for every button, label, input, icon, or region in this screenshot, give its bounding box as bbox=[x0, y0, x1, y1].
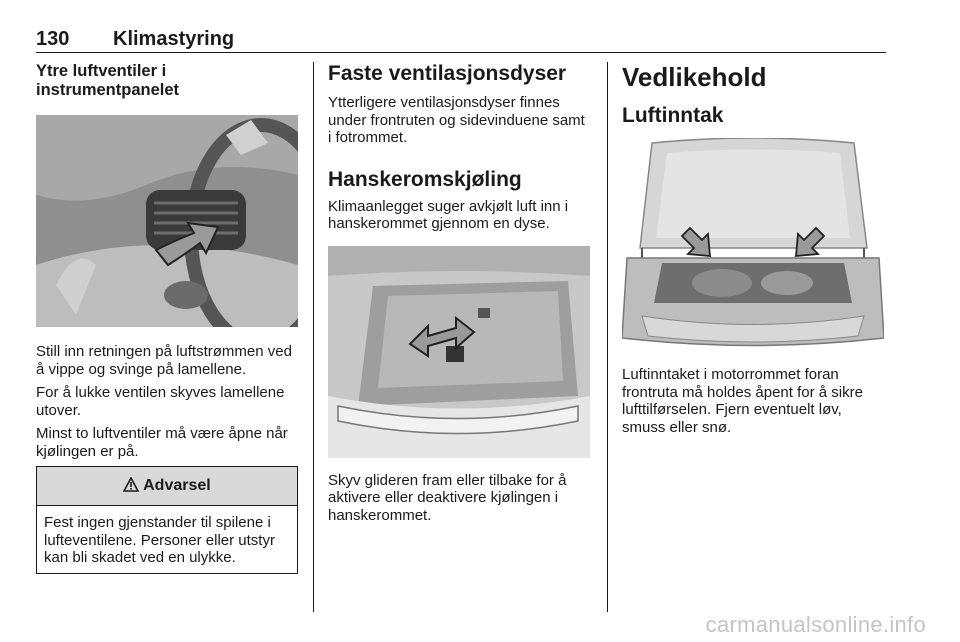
warning-title: Advarsel bbox=[143, 477, 211, 494]
page-number: 130 bbox=[36, 28, 70, 50]
running-title: Klimastyring bbox=[113, 28, 235, 50]
column-divider bbox=[607, 62, 608, 612]
glovebox-illustration bbox=[328, 246, 590, 458]
column-2 bbox=[328, 62, 592, 524]
section-heading-air-intake: Luftinntak bbox=[622, 104, 724, 127]
paragraph: Still inn retningen på luftstrømmen ved å vippe og svinge på lamellene. bbox=[36, 343, 292, 378]
air-vent-illustration bbox=[36, 115, 298, 327]
paragraph: Minst to luftventiler må være åpne når kjølingen er på. bbox=[36, 425, 288, 460]
warning-box bbox=[36, 466, 298, 574]
figure-caption: Luftinntaket i motorrommet foran frontruta må holdes åpent for å sikre lufttilførselen. Fjern eventuelt løv, smuss eller snø. bbox=[622, 366, 863, 436]
warning-text: Fest ingen gjenstander til spilene i lufteventilene. Personer eller utstyr kan bli skadet ved en ulykke. bbox=[44, 514, 275, 566]
column-divider bbox=[313, 62, 314, 612]
section-heading-air-vents: Ytre luftventiler i instrumentpanelet bbox=[36, 62, 180, 99]
warning-triangle-icon bbox=[123, 477, 139, 492]
section-heading-maintenance: Vedlikehold bbox=[622, 62, 767, 92]
paragraph: Klimaanlegget suger avkjølt luft inn i hanskerommet gjennom en dyse. bbox=[328, 197, 569, 232]
paragraph: Ytterligere ventilasjonsdyser finnes under frontruten og sidevinduene samt i fotrommet. bbox=[328, 94, 585, 146]
paragraph: For å lukke ventilen skyves lamellene utover. bbox=[36, 384, 285, 419]
column-1 bbox=[36, 62, 300, 460]
figure-caption: Skyv glideren fram eller tilbake for å aktivere eller deaktivere kjølingen i hanskerommet. bbox=[328, 471, 567, 524]
watermark: carmanualsonline.info bbox=[705, 612, 926, 637]
engine-bay-illustration bbox=[622, 138, 884, 350]
section-heading-glovebox-cooling: Hanskeromskjøling bbox=[328, 167, 522, 191]
column-3 bbox=[622, 62, 886, 436]
warning-header bbox=[37, 467, 297, 506]
page-header bbox=[36, 26, 886, 53]
section-heading-fixed-vents: Faste ventilasjonsdyser bbox=[328, 62, 567, 85]
